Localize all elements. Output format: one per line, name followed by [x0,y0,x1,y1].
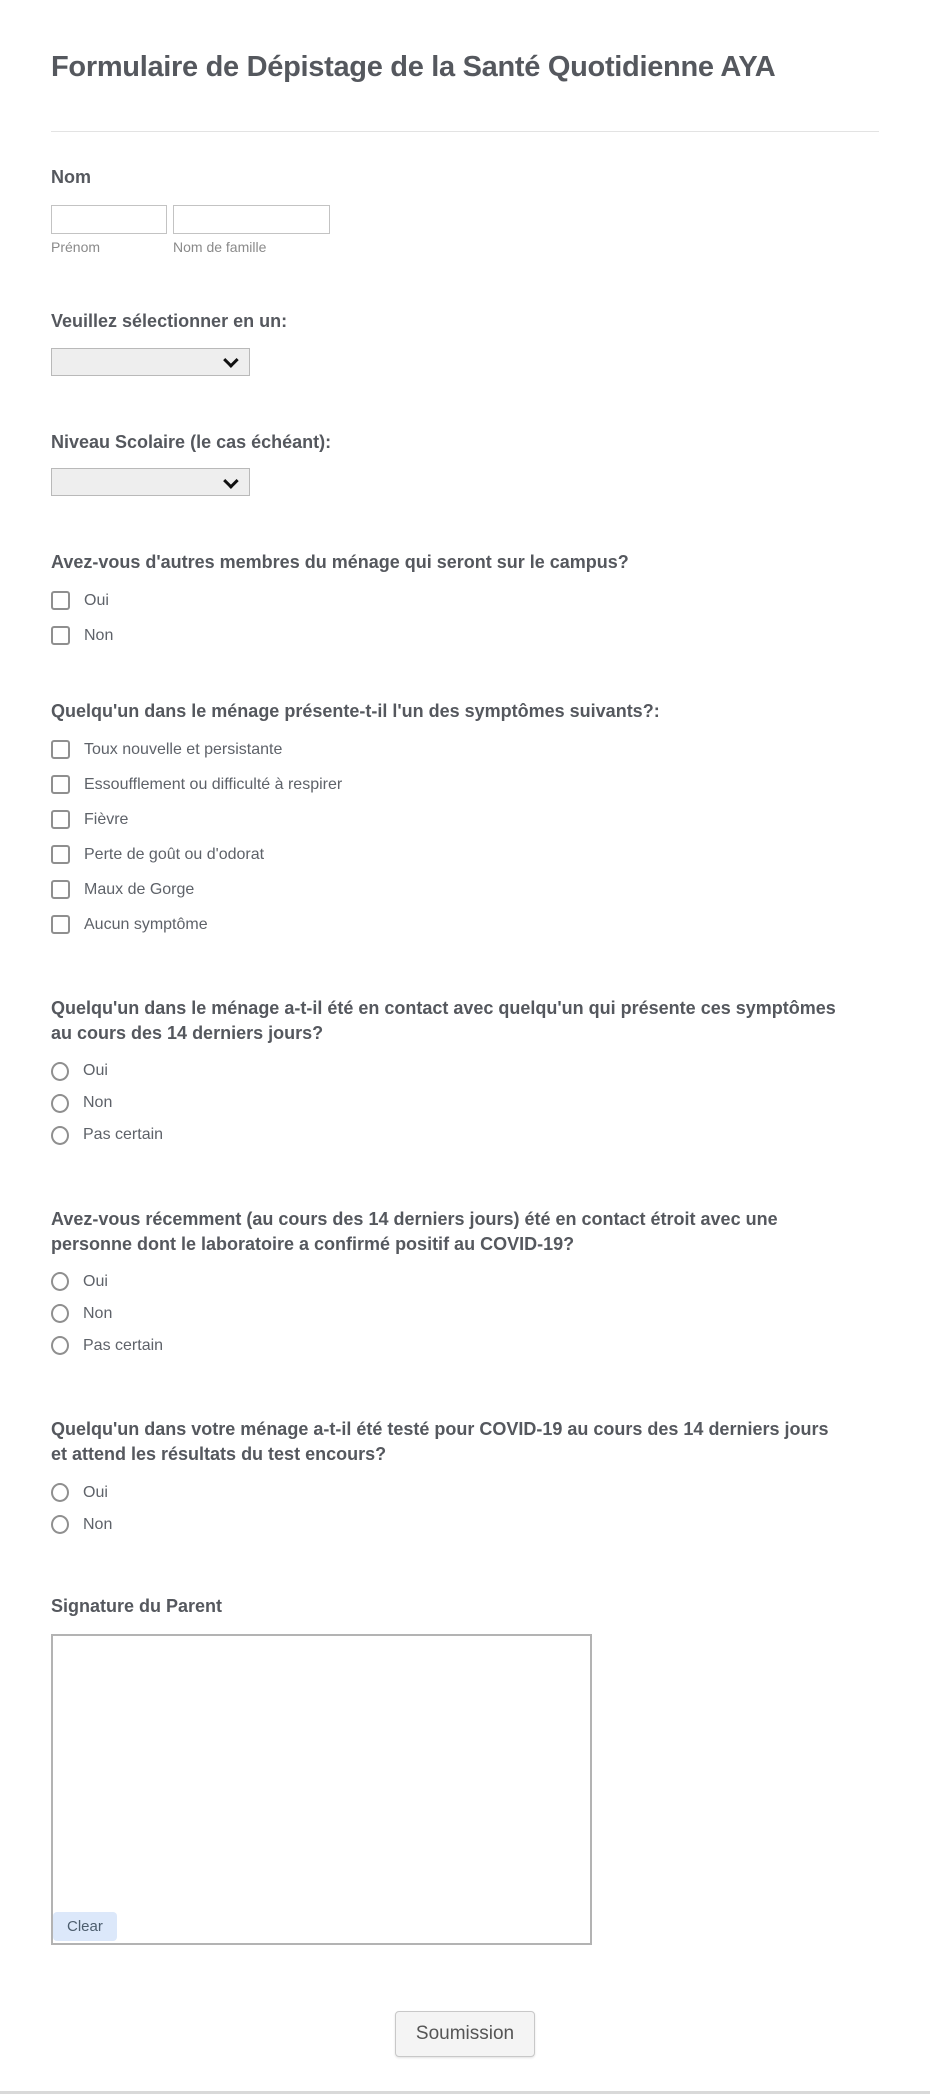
radio-icon[interactable] [51,1515,69,1534]
symptoms-options [51,740,894,934]
option-label: Non [83,1304,113,1322]
option-label: Pas certain [83,1126,164,1144]
close-contact-question-label: Avez-vous récemment (au cours des 14 derniers jours) été en contact étroit avec une personne dont le laboratoire a confirmé positif au COVID-19? [51,1208,778,1254]
radio-option[interactable] [51,1336,894,1355]
radio-icon[interactable] [51,1272,69,1291]
radio-icon[interactable] [51,1336,69,1355]
signature-question [51,1594,894,1945]
checkbox-icon[interactable] [51,810,70,829]
checkbox-icon[interactable] [51,591,70,610]
name-question [51,165,894,255]
checkbox-option[interactable] [51,740,894,759]
radio-question-close-contact [51,1207,894,1356]
checkbox-option[interactable] [51,591,894,610]
checkbox-option[interactable] [51,626,894,645]
checkbox-option[interactable] [51,810,894,829]
option-label: Pas certain [83,1336,164,1354]
tested-question-label: Quelqu'un dans votre ménage a-t-il été testé pour COVID-19 au cours des 14 derniers jours et attend les résultats du test encours? [51,1419,829,1465]
checkbox-question-symptoms [51,699,894,934]
select-question-1 [51,309,894,376]
checkbox-option[interactable] [51,775,894,794]
option-label: Aucun symptôme [84,915,208,933]
option-label: Oui [83,1483,108,1501]
section-divider [51,131,879,132]
radio-question-tested [51,1417,894,1534]
checkbox-option[interactable] [51,845,894,864]
option-label: Maux de Gorge [84,880,195,898]
radio-option[interactable] [51,1272,894,1291]
name-sublabels-row [51,239,894,255]
first-name-sublabel: Prénom [51,238,101,255]
option-label: Fièvre [84,810,129,828]
radio-option[interactable] [51,1304,894,1323]
form-title: Formulaire de Dépistage de la Santé Quotidienne AYA [51,51,776,83]
radio-option[interactable] [51,1062,894,1081]
signature-pad[interactable] [51,1634,592,1945]
select-question-2 [51,430,894,497]
radio-option[interactable] [51,1515,894,1534]
radio-icon[interactable] [51,1094,69,1113]
option-label: Perte de goût ou d'odorat [84,845,265,863]
radio-option[interactable] [51,1094,894,1113]
first-name-input[interactable] [51,205,167,234]
option-label: Oui [83,1062,108,1080]
option-label: Toux nouvelle et persistante [84,740,283,758]
checkbox-icon[interactable] [51,740,70,759]
checkbox-option[interactable] [51,880,894,899]
option-label: Oui [83,1272,108,1290]
option-label: Non [83,1094,113,1112]
tested-options [51,1483,894,1534]
checkbox-icon[interactable] [51,775,70,794]
option-label: Non [83,1515,113,1533]
checkbox-icon[interactable] [51,626,70,645]
clear-button[interactable]: Clear [53,1912,117,1941]
radio-option[interactable] [51,1483,894,1502]
name-inputs-row [51,205,894,234]
contact-options [51,1062,894,1145]
radio-icon[interactable] [51,1483,69,1502]
checkbox-question-campus [51,550,894,645]
signature-label: Signature du Parent [51,1596,223,1617]
close-contact-options [51,1272,894,1355]
submit-row [51,2011,879,2057]
form-page [0,49,930,2057]
radio-icon[interactable] [51,1062,69,1081]
chevron-down-icon [223,473,239,489]
select-1-dropdown[interactable] [51,348,250,376]
radio-question-contact [51,996,894,1145]
campus-options [51,591,894,645]
last-name-input[interactable] [173,205,330,234]
checkbox-icon[interactable] [51,915,70,934]
campus-question-label: Avez-vous d'autres membres du ménage qui seront sur le campus? [51,552,629,573]
contact-question-label: Quelqu'un dans le ménage a-t-il été en contact avec quelqu'un qui présente ces symptômes au cours des 14 derniers jours? [51,998,836,1043]
radio-icon[interactable] [51,1304,69,1323]
symptoms-question-label: Quelqu'un dans le ménage présente-t-il l'un des symptômes suivants?: [51,701,660,722]
name-label: Nom [51,167,91,187]
option-label: Oui [84,591,109,609]
select-2-label: Niveau Scolaire (le cas échéant): [51,431,332,452]
checkbox-icon[interactable] [51,880,70,899]
radio-icon[interactable] [51,1126,69,1145]
submit-button[interactable]: Soumission [395,2011,535,2057]
select-1-label: Veuillez sélectionner en un: [51,310,288,331]
select-2-dropdown[interactable] [51,468,250,496]
checkbox-icon[interactable] [51,845,70,864]
last-name-sublabel: Nom de famille [173,238,267,255]
option-label: Essoufflement ou difficulté à respirer [84,775,343,793]
checkbox-option[interactable] [51,915,894,934]
chevron-down-icon [223,352,239,368]
radio-option[interactable] [51,1126,894,1145]
option-label: Non [84,626,114,644]
